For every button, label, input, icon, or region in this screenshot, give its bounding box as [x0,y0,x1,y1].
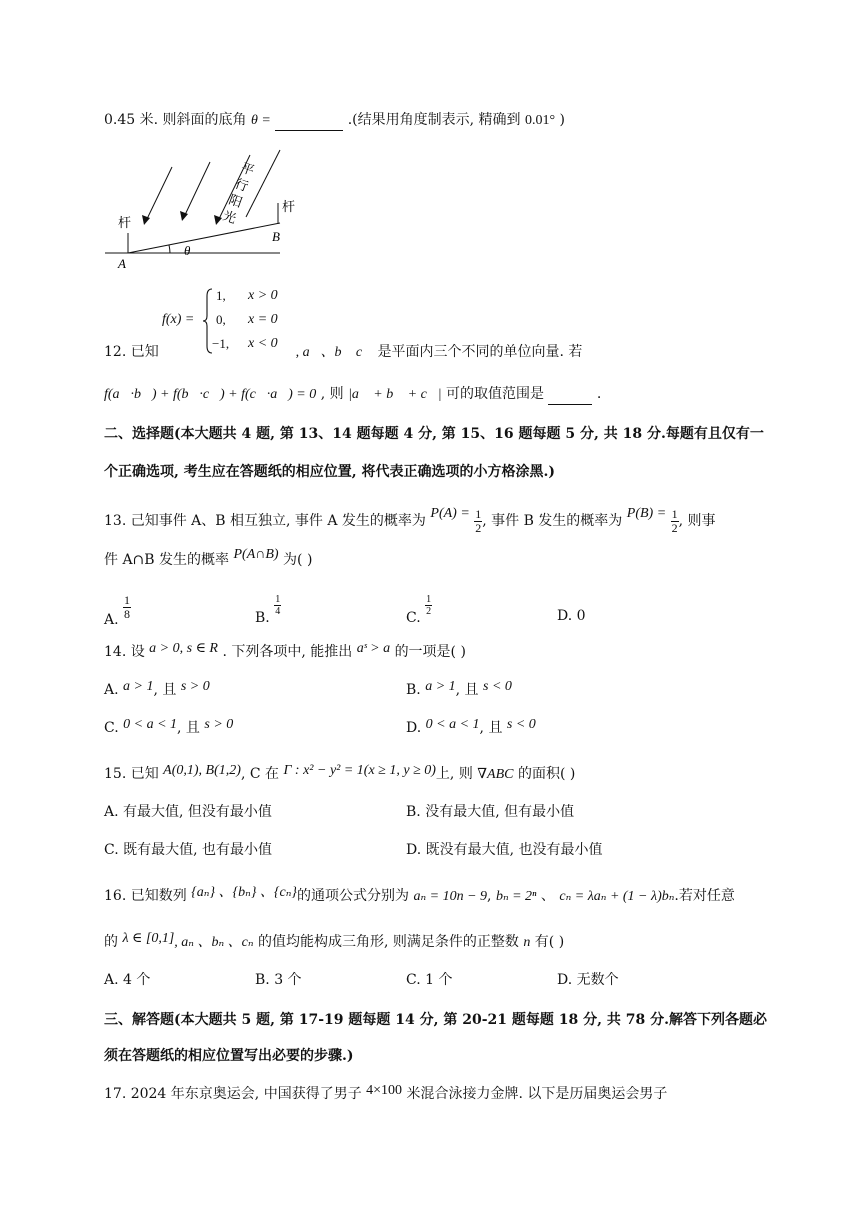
q15-curve: Γ : x² − y² = 1(x ≥ 1, y ≥ 0) [283,763,436,778]
section3-line1: 三、解答题(本大题共 5 题, 第 17-19 题每题 14 分, 第 20-21 题每题 18 分, 共 78 分.解答下列各题必 [104,1012,767,1028]
q12-line1 [104,342,582,363]
q16-bn: bₙ = 2ⁿ [495,889,537,904]
q13-mid: , 事件 B 发生的概率为 [482,513,623,529]
option-text: 0 [576,608,586,624]
q12-answer-blank[interactable] [548,384,592,405]
label-pole-right: 杆 [282,199,296,214]
label-light-3: 阳 [226,191,245,211]
option-text: 有最大值, 但没有最小值 [123,804,272,820]
option-and: , 且 [177,720,200,736]
q13-pb-frac: $\frac{1}{2}$ [671,506,678,535]
option-expr1: 0 < a < 1 [123,717,178,732]
option-expr2: s > 0 [180,679,210,694]
option-text: 既有最大值, 也有最小值 [123,842,273,858]
q11-close: ) [559,112,566,128]
option-label: D. [557,608,573,624]
label-A: A [118,256,126,271]
q15-mid: 上, 则 [435,766,473,782]
option-frac: $\frac{1}{2}$ [426,594,432,617]
option-label: C. [104,842,119,858]
label-light-2: 行 [232,175,251,195]
q14-line [104,642,466,663]
q16-prefix: 16. 已知数列 [104,888,187,904]
option-expr1: 0 < a < 1 [425,717,480,732]
option-label: D. [406,720,422,736]
q13-pb-lhs: P(B) = [626,506,667,521]
label-light-4: 光 [220,207,239,227]
q14-option-d[interactable] [406,718,536,739]
option-label: C. [406,609,421,626]
label-pole-left: 杆 [118,215,132,230]
option-expr2: s < 0 [483,679,512,694]
option-label: B. [406,804,421,820]
q16-lambda: λ ∈ [0,1] [122,931,175,946]
q12-case1-cond: x > 0 [248,288,278,303]
q13-pab: P(A∩B) [233,547,279,562]
q16-cn: cₙ = λaₙ + (1 − λ)bₙ [559,889,675,904]
option-frac: $\frac{1}{4}$ [275,594,281,617]
q16-end1: .若对任意 [674,888,735,904]
q13-line1 [104,506,716,537]
q17-expr: 4×100 [366,1083,403,1098]
q12-case2-cond: x = 0 [248,312,278,327]
ray-2-arrow [180,211,188,221]
ray-4 [246,150,280,217]
q12-abs-expr: |a⃗ + b⃗ + c⃗| [348,387,442,402]
section3-line2: 须在答题纸的相应位置写出必要的步骤.) [104,1048,354,1064]
q14-end: 的一项是( ) [394,644,466,660]
q16-option-d[interactable] [557,970,619,990]
option-label: A. [104,682,119,698]
option-label: B. [406,682,421,698]
q11-suffix: .(结果用角度制表示, 精确到 [347,112,521,128]
q17-line [104,1084,667,1105]
option-expr1: a > 1 [425,679,456,694]
q13-text2: 件 A∩B 发生的概率 [104,552,230,568]
option-label: C. [104,720,119,736]
option-expr2: s < 0 [506,717,536,732]
q15-option-a[interactable] [104,802,272,822]
q16-option-c[interactable] [406,970,452,990]
q12-case3-cond: x < 0 [248,336,278,351]
q15-option-c[interactable] [104,840,272,860]
q16-seqs: {aₙ} 、{bₙ} 、{cₙ} [191,885,297,900]
q14-option-b[interactable] [406,680,512,701]
q13-option-d[interactable] [557,606,586,626]
slope-figure [100,145,300,275]
option-expr2: s > 0 [204,717,234,732]
option-label: A. [104,972,119,988]
q14-option-c[interactable] [104,718,233,739]
option-text: 3 个 [274,972,302,988]
q15-tri: ∇ABC [477,767,514,782]
option-text: 1 个 [425,972,453,988]
q13-option-a[interactable] [104,593,131,628]
q15-end: 的面积( ) [517,766,576,782]
ray-1 [146,167,172,221]
option-text: 既没有最大值, 也没有最小值 [425,842,603,858]
option-label: C. [406,972,421,988]
q15-option-d[interactable] [406,840,603,860]
q12-end: . [596,386,602,402]
q16-option-b[interactable] [255,970,302,990]
option-and: , 且 [479,720,503,736]
q16-abc: , aₙ 、bₙ 、cₙ [174,935,254,950]
option-label: D. [557,972,573,988]
label-light-1: 平 [238,159,257,179]
q14-mid: . 下列各项中, 能推出 [222,644,353,660]
q11-precision: 0.01° [524,113,556,128]
q14-prefix: 14. 设 [104,644,145,660]
q13-option-c[interactable] [406,594,432,626]
q16-line2-end: 有( ) [534,934,565,950]
q12-condition: f(a⃗·b⃗) + f(b⃗·c⃗) + f(c⃗·a⃗) = 0 [104,387,317,402]
q12-case1-value: 1, [216,288,226,303]
q16-line2 [104,932,564,953]
q16-mid: 的通项公式分别为 [297,888,409,904]
q12-tail: 可的取值范围是 [446,386,544,402]
option-label: B. [255,972,270,988]
option-and: , 且 [455,682,479,698]
q14-expr: aˢ > a [356,641,391,656]
label-B: B [272,229,280,244]
option-text: 4 个 [123,972,151,988]
q12-then: , 则 [320,386,344,402]
q14-option-a[interactable] [104,680,210,701]
ray-1-arrow [142,215,150,225]
q12-case3-value: −1, [212,336,230,351]
q15-points: A(0,1), B(1,2) [163,763,241,778]
option-label: D. [406,842,422,858]
q11-theta: θ = [250,113,271,128]
q13-option-b[interactable] [255,594,281,626]
q16-an: aₙ = 10n − 9 [413,889,488,904]
q16-option-a[interactable] [104,970,150,990]
q16-line2-prefix: 的 [104,934,118,950]
q12-vectors-text: 是平面内三个不同的单位向量. 若 [377,344,583,360]
option-label: A. [104,804,119,820]
slope-line [128,223,280,253]
option-text: 无数个 [576,972,619,988]
theta-arc [169,245,170,253]
option-frac: $\frac{1}{8}$ [124,593,131,621]
q17-suffix: 米混合泳接力金牌. 以下是历届奥运会男子 [406,1086,668,1102]
option-label: A. [104,611,119,628]
q11-line [104,110,565,131]
q16-n: n [523,935,531,950]
q12-case2-value: 0, [216,312,226,327]
section2-line1: 二、选择题(本大题共 4 题, 第 13、14 题每题 4 分, 第 15、16 题每题 5 分, 共 18 分.每题有且仅有一 [104,426,764,442]
q16-line1: 16. 已知数列 {aₙ} 、{bₙ} 、{cₙ}的通项公式分别为 aₙ = 10n − 9, bₙ = 2ⁿ 、 cₙ = λaₙ + (1 − λ)bₙ.若对任意 [104,885,735,904]
q14-cond: a > 0, s ∈ R [149,641,218,656]
q15-line [104,764,575,785]
q15-prefix: 15. 已知 [104,766,159,782]
q15-option-b[interactable] [406,802,574,822]
section2-line2: 个正确选项, 考生应在答题纸的相应位置, 将代表正确选项的小方格涂黑.) [104,464,555,480]
q13-end2: 为( ) [283,552,313,568]
q11-answer-blank[interactable] [275,110,343,131]
option-and: , 且 [153,682,177,698]
q16-line2-mid: 的值均能构成三角形, 则满足条件的正整数 [257,934,519,950]
q13-line2 [104,547,313,571]
q12-vectors: , a⃗、b⃗ c⃗ [295,345,374,360]
q13-pa-lhs: P(A) = [430,506,470,521]
q13-end1: , 则事 [678,513,716,529]
option-expr1: a > 1 [123,679,154,694]
q17-prefix: 17. 2024 年东京奥运会, 中国获得了男子 [104,1086,362,1102]
q13-pa-frac: $\frac{1}{2}$ [475,506,482,535]
q12-number: 12. 已知 [104,344,159,360]
q12-line2 [104,384,601,405]
label-theta: θ [184,243,191,258]
q13-text1: 13. 己知事件 A、B 相互独立, 事件 A 发生的概率为 [104,513,426,529]
q12-func-lhs: f(x) = [162,312,195,327]
option-label: B. [255,609,270,626]
q15-c-text: , C 在 [240,766,279,782]
q11-prefix: 0.45 米. 则斜面的底角 [104,112,247,128]
ray-2 [184,162,210,217]
option-text: 没有最大值, 但有最小值 [425,804,575,820]
